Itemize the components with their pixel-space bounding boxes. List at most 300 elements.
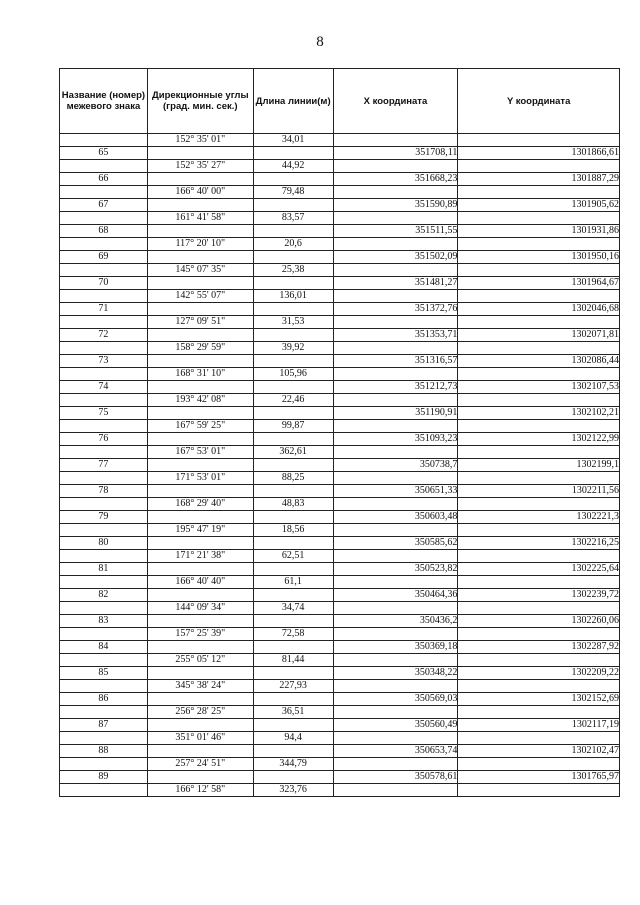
length-cell [253, 693, 333, 706]
boundary-segment-row [60, 680, 620, 693]
length-cell [253, 511, 333, 524]
x-coordinate-cell [333, 732, 458, 745]
point-name-cell: 75 [60, 407, 148, 420]
point-name-cell: 66 [60, 173, 148, 186]
x-coordinate-cell: 351316,57 [333, 355, 458, 368]
length-cell [253, 719, 333, 732]
table-header [60, 69, 620, 134]
point-name-cell: 78 [60, 485, 148, 498]
length-cell [253, 407, 333, 420]
point-name-cell [60, 420, 148, 433]
length-cell [253, 641, 333, 654]
y-coordinate-cell: 1302152,69 [458, 693, 620, 706]
angle-cell [147, 329, 253, 342]
y-coordinate-cell: 1302239,72 [458, 589, 620, 602]
x-coordinate-cell [333, 446, 458, 459]
y-coordinate-cell: 1302117,19 [458, 719, 620, 732]
length-cell [253, 459, 333, 472]
angle-cell [147, 199, 253, 212]
length-cell: 61,1 [253, 576, 333, 589]
x-coordinate-cell [333, 368, 458, 381]
boundary-segment-row [60, 498, 620, 511]
y-coordinate-cell [458, 212, 620, 225]
length-cell [253, 433, 333, 446]
boundary-segment-row [60, 394, 620, 407]
length-cell [253, 251, 333, 264]
point-name-cell: 71 [60, 303, 148, 316]
boundary-point-row [60, 693, 620, 706]
y-coordinate-cell [458, 680, 620, 693]
boundary-segment-row [60, 550, 620, 563]
boundary-segment-row [60, 134, 620, 147]
x-coordinate-cell [333, 394, 458, 407]
x-coordinate-cell: 351353,71 [333, 329, 458, 342]
angle-cell: 152° 35' 27" [147, 160, 253, 173]
length-cell [253, 615, 333, 628]
y-coordinate-cell: 1301887,29 [458, 173, 620, 186]
angle-cell: 256° 28' 25" [147, 706, 253, 719]
angle-cell: 144° 09' 34" [147, 602, 253, 615]
boundary-segment-row [60, 212, 620, 225]
y-coordinate-cell: 1302102,47 [458, 745, 620, 758]
y-coordinate-cell [458, 550, 620, 563]
point-name-cell: 74 [60, 381, 148, 394]
x-coordinate-cell: 351190,91 [333, 407, 458, 420]
length-cell: 227,93 [253, 680, 333, 693]
header-row [60, 69, 620, 134]
x-coordinate-cell: 350348,22 [333, 667, 458, 680]
boundary-segment-row [60, 290, 620, 303]
y-coordinate-cell: 1302221,3 [458, 511, 620, 524]
y-coordinate-cell [458, 498, 620, 511]
header-length: Длина линии(м) [253, 69, 333, 134]
x-coordinate-cell [333, 654, 458, 667]
boundary-segment-row [60, 524, 620, 537]
angle-cell [147, 563, 253, 576]
angle-cell [147, 615, 253, 628]
point-name-cell [60, 628, 148, 641]
point-name-cell: 89 [60, 771, 148, 784]
x-coordinate-cell: 350436,2 [333, 615, 458, 628]
length-cell [253, 277, 333, 290]
length-cell: 83,57 [253, 212, 333, 225]
point-name-cell [60, 602, 148, 615]
angle-cell [147, 225, 253, 238]
angle-cell [147, 381, 253, 394]
length-cell: 344,79 [253, 758, 333, 771]
boundary-point-row [60, 589, 620, 602]
boundary-segment-row [60, 186, 620, 199]
angle-cell: 157° 25' 39" [147, 628, 253, 641]
y-coordinate-cell: 1302071,81 [458, 329, 620, 342]
length-cell: 79,48 [253, 186, 333, 199]
point-name-cell [60, 654, 148, 667]
x-coordinate-cell [333, 134, 458, 147]
boundary-point-row [60, 381, 620, 394]
boundary-point-row [60, 641, 620, 654]
y-coordinate-cell [458, 394, 620, 407]
x-coordinate-cell [333, 186, 458, 199]
y-coordinate-cell [458, 342, 620, 355]
angle-cell [147, 641, 253, 654]
y-coordinate-cell: 1302287,92 [458, 641, 620, 654]
table-body [60, 134, 620, 797]
header-name: Название (номер) межевого знака [60, 69, 148, 134]
x-coordinate-cell [333, 498, 458, 511]
point-name-cell [60, 732, 148, 745]
y-coordinate-cell [458, 446, 620, 459]
boundary-point-row [60, 355, 620, 368]
boundary-point-row [60, 537, 620, 550]
angle-cell [147, 771, 253, 784]
point-name-cell: 79 [60, 511, 148, 524]
point-name-cell [60, 446, 148, 459]
y-coordinate-cell: 1302225,64 [458, 563, 620, 576]
angle-cell: 345° 38' 24" [147, 680, 253, 693]
point-name-cell [60, 238, 148, 251]
angle-cell [147, 147, 253, 160]
x-coordinate-cell: 350651,33 [333, 485, 458, 498]
boundary-point-row [60, 225, 620, 238]
x-coordinate-cell [333, 316, 458, 329]
y-coordinate-cell [458, 576, 620, 589]
y-coordinate-cell [458, 316, 620, 329]
y-coordinate-cell: 1301905,62 [458, 199, 620, 212]
point-name-cell: 76 [60, 433, 148, 446]
y-coordinate-cell: 1302199,1 [458, 459, 620, 472]
boundary-segment-row [60, 784, 620, 797]
y-coordinate-cell [458, 290, 620, 303]
boundary-segment-row [60, 628, 620, 641]
x-coordinate-cell [333, 524, 458, 537]
boundary-segment-row [60, 160, 620, 173]
point-name-cell: 83 [60, 615, 148, 628]
y-coordinate-cell [458, 134, 620, 147]
boundary-segment-row [60, 420, 620, 433]
angle-cell [147, 537, 253, 550]
point-name-cell: 65 [60, 147, 148, 160]
boundary-segment-row [60, 368, 620, 381]
y-coordinate-cell [458, 186, 620, 199]
angle-cell [147, 355, 253, 368]
point-name-cell: 86 [60, 693, 148, 706]
length-cell [253, 329, 333, 342]
boundary-segment-row [60, 602, 620, 615]
angle-cell: 166° 12' 58" [147, 784, 253, 797]
boundary-point-row [60, 303, 620, 316]
point-name-cell: 80 [60, 537, 148, 550]
angle-cell: 195° 47' 19" [147, 524, 253, 537]
boundary-point-row [60, 745, 620, 758]
y-coordinate-cell: 1302102,21 [458, 407, 620, 420]
angle-cell: 145° 07' 35" [147, 264, 253, 277]
boundary-segment-row [60, 732, 620, 745]
x-coordinate-cell [333, 576, 458, 589]
x-coordinate-cell: 351708,11 [333, 147, 458, 160]
angle-cell: 255° 05' 12" [147, 654, 253, 667]
length-cell: 34,74 [253, 602, 333, 615]
angle-cell [147, 719, 253, 732]
point-name-cell [60, 576, 148, 589]
point-name-cell: 77 [60, 459, 148, 472]
y-coordinate-cell [458, 628, 620, 641]
point-name-cell: 70 [60, 277, 148, 290]
angle-cell: 168° 31' 10" [147, 368, 253, 381]
header-x-coordinate: X координата [333, 69, 458, 134]
angle-cell: 171° 21' 38" [147, 550, 253, 563]
length-cell [253, 745, 333, 758]
x-coordinate-cell: 350369,18 [333, 641, 458, 654]
boundary-segment-row [60, 654, 620, 667]
length-cell [253, 537, 333, 550]
boundary-point-row [60, 329, 620, 342]
y-coordinate-cell [458, 784, 620, 797]
y-coordinate-cell: 1302046,68 [458, 303, 620, 316]
length-cell [253, 199, 333, 212]
length-cell: 39,92 [253, 342, 333, 355]
boundary-segment-row [60, 576, 620, 589]
length-cell: 18,56 [253, 524, 333, 537]
length-cell: 323,76 [253, 784, 333, 797]
angle-cell [147, 303, 253, 316]
y-coordinate-cell [458, 706, 620, 719]
length-cell: 48,83 [253, 498, 333, 511]
angle-cell: 257° 24' 51" [147, 758, 253, 771]
x-coordinate-cell: 350523,82 [333, 563, 458, 576]
y-coordinate-cell [458, 758, 620, 771]
angle-cell: 351° 01' 46" [147, 732, 253, 745]
x-coordinate-cell [333, 290, 458, 303]
point-name-cell [60, 290, 148, 303]
length-cell [253, 485, 333, 498]
length-cell: 44,92 [253, 160, 333, 173]
x-coordinate-cell [333, 706, 458, 719]
point-name-cell: 81 [60, 563, 148, 576]
x-coordinate-cell [333, 472, 458, 485]
angle-cell: 158° 29' 59" [147, 342, 253, 355]
boundary-segment-row [60, 316, 620, 329]
angle-cell [147, 745, 253, 758]
boundary-point-row [60, 459, 620, 472]
angle-cell: 161° 41' 58" [147, 212, 253, 225]
x-coordinate-cell [333, 628, 458, 641]
y-coordinate-cell [458, 654, 620, 667]
x-coordinate-cell: 350464,36 [333, 589, 458, 602]
y-coordinate-cell: 1302211,56 [458, 485, 620, 498]
angle-cell [147, 433, 253, 446]
point-name-cell: 68 [60, 225, 148, 238]
x-coordinate-cell [333, 238, 458, 251]
angle-cell [147, 511, 253, 524]
boundary-point-row [60, 719, 620, 732]
x-coordinate-cell: 351093,23 [333, 433, 458, 446]
x-coordinate-cell [333, 212, 458, 225]
x-coordinate-cell: 351502,09 [333, 251, 458, 264]
x-coordinate-cell [333, 758, 458, 771]
point-name-cell: 84 [60, 641, 148, 654]
boundary-segment-row [60, 472, 620, 485]
point-name-cell [60, 368, 148, 381]
y-coordinate-cell [458, 602, 620, 615]
point-name-cell: 72 [60, 329, 148, 342]
angle-cell [147, 667, 253, 680]
y-coordinate-cell [458, 732, 620, 745]
point-name-cell: 73 [60, 355, 148, 368]
length-cell: 105,96 [253, 368, 333, 381]
angle-cell: 166° 40' 00" [147, 186, 253, 199]
x-coordinate-cell [333, 602, 458, 615]
x-coordinate-cell: 351590,89 [333, 199, 458, 212]
boundary-segment-row [60, 342, 620, 355]
y-coordinate-cell [458, 420, 620, 433]
x-coordinate-cell [333, 550, 458, 563]
point-name-cell [60, 524, 148, 537]
angle-cell: 168° 29' 40" [147, 498, 253, 511]
point-name-cell [60, 134, 148, 147]
boundary-point-row [60, 771, 620, 784]
length-cell [253, 771, 333, 784]
point-name-cell [60, 706, 148, 719]
length-cell [253, 303, 333, 316]
length-cell: 88,25 [253, 472, 333, 485]
point-name-cell [60, 758, 148, 771]
point-name-cell [60, 394, 148, 407]
angle-cell [147, 277, 253, 290]
boundary-point-row [60, 277, 620, 290]
angle-cell: 167° 53' 01" [147, 446, 253, 459]
boundary-point-row [60, 563, 620, 576]
length-cell: 31,53 [253, 316, 333, 329]
point-name-cell [60, 264, 148, 277]
length-cell: 362,61 [253, 446, 333, 459]
point-name-cell [60, 342, 148, 355]
length-cell [253, 667, 333, 680]
boundary-point-row [60, 251, 620, 264]
y-coordinate-cell: 1301964,67 [458, 277, 620, 290]
y-coordinate-cell: 1302086,44 [458, 355, 620, 368]
y-coordinate-cell [458, 238, 620, 251]
length-cell: 136,01 [253, 290, 333, 303]
x-coordinate-cell [333, 784, 458, 797]
boundary-point-row [60, 485, 620, 498]
y-coordinate-cell: 1302122,99 [458, 433, 620, 446]
length-cell [253, 589, 333, 602]
x-coordinate-cell: 350653,74 [333, 745, 458, 758]
y-coordinate-cell [458, 160, 620, 173]
boundary-segment-row [60, 758, 620, 771]
point-name-cell [60, 472, 148, 485]
x-coordinate-cell [333, 264, 458, 277]
boundary-point-row [60, 615, 620, 628]
point-name-cell [60, 498, 148, 511]
x-coordinate-cell [333, 342, 458, 355]
length-cell: 99,87 [253, 420, 333, 433]
y-coordinate-cell: 1301765,97 [458, 771, 620, 784]
x-coordinate-cell: 350585,62 [333, 537, 458, 550]
boundary-point-row [60, 511, 620, 524]
length-cell: 81,44 [253, 654, 333, 667]
length-cell: 22,46 [253, 394, 333, 407]
angle-cell: 117° 20' 10" [147, 238, 253, 251]
length-cell: 36,51 [253, 706, 333, 719]
y-coordinate-cell: 1302107,53 [458, 381, 620, 394]
angle-cell: 193° 42' 08" [147, 394, 253, 407]
boundary-point-row [60, 147, 620, 160]
angle-cell [147, 407, 253, 420]
x-coordinate-cell: 350738,7 [333, 459, 458, 472]
boundary-point-row [60, 407, 620, 420]
x-coordinate-cell: 351511,55 [333, 225, 458, 238]
boundary-segment-row [60, 238, 620, 251]
y-coordinate-cell: 1301866,61 [458, 147, 620, 160]
boundary-point-row [60, 199, 620, 212]
angle-cell: 142° 55' 07" [147, 290, 253, 303]
point-name-cell: 82 [60, 589, 148, 602]
boundary-coordinates-table [59, 68, 620, 797]
point-name-cell: 87 [60, 719, 148, 732]
angle-cell: 166° 40' 40" [147, 576, 253, 589]
boundary-point-row [60, 433, 620, 446]
length-cell: 94,4 [253, 732, 333, 745]
header-y-coordinate: Y координата [458, 69, 620, 134]
point-name-cell [60, 316, 148, 329]
y-coordinate-cell [458, 264, 620, 277]
page-number: 8 [316, 34, 324, 50]
x-coordinate-cell [333, 680, 458, 693]
point-name-cell: 67 [60, 199, 148, 212]
x-coordinate-cell: 351668,23 [333, 173, 458, 186]
point-name-cell: 88 [60, 745, 148, 758]
angle-cell [147, 589, 253, 602]
length-cell: 72,58 [253, 628, 333, 641]
x-coordinate-cell: 350560,49 [333, 719, 458, 732]
point-name-cell [60, 784, 148, 797]
y-coordinate-cell: 1301931,86 [458, 225, 620, 238]
point-name-cell [60, 680, 148, 693]
point-name-cell [60, 186, 148, 199]
boundary-segment-row [60, 446, 620, 459]
length-cell: 62,51 [253, 550, 333, 563]
angle-cell [147, 173, 253, 186]
length-cell: 25,38 [253, 264, 333, 277]
x-coordinate-cell: 351372,76 [333, 303, 458, 316]
y-coordinate-cell: 1302216,25 [458, 537, 620, 550]
y-coordinate-cell [458, 524, 620, 537]
angle-cell [147, 693, 253, 706]
y-coordinate-cell [458, 472, 620, 485]
boundary-point-row [60, 173, 620, 186]
length-cell [253, 381, 333, 394]
boundary-segment-row [60, 264, 620, 277]
x-coordinate-cell: 351212,73 [333, 381, 458, 394]
angle-cell: 171° 53' 01" [147, 472, 253, 485]
angle-cell [147, 251, 253, 264]
y-coordinate-cell [458, 368, 620, 381]
angle-cell: 127° 09' 51" [147, 316, 253, 329]
y-coordinate-cell: 1302209,22 [458, 667, 620, 680]
length-cell [253, 355, 333, 368]
point-name-cell: 69 [60, 251, 148, 264]
x-coordinate-cell [333, 420, 458, 433]
angle-cell: 152° 35' 01" [147, 134, 253, 147]
x-coordinate-cell: 350603,48 [333, 511, 458, 524]
angle-cell: 167° 59' 25" [147, 420, 253, 433]
length-cell: 20,6 [253, 238, 333, 251]
point-name-cell [60, 550, 148, 563]
length-cell [253, 563, 333, 576]
length-cell [253, 173, 333, 186]
length-cell [253, 147, 333, 160]
